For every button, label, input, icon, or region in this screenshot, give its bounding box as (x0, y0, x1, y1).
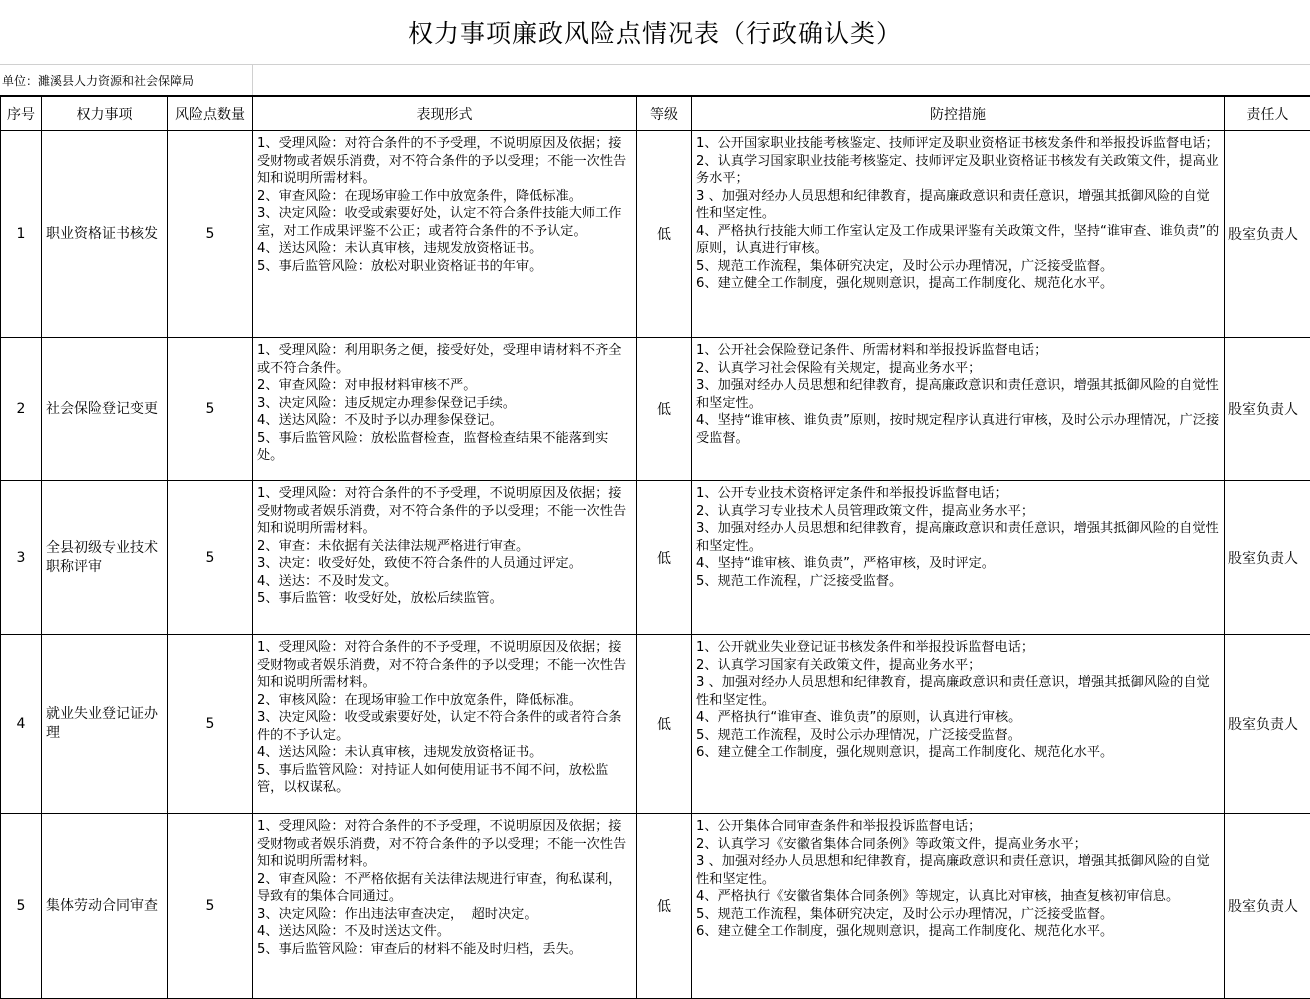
row-item: 集体劳动合同审查 (42, 814, 168, 999)
row-form: 1、受理风险：对符合条件的不予受理，不说明原因及依据；接受财物或者娱乐消费，对不符合条件的予以受理；不能一次性告知和说明所需材料。 2、审查：未依据有关法律法规严格进行审查。 3、决定：收受好处，致使不符合条件的人员通过评定。 4、送达：不及时发文。 5、事后监管：收受好处，放松后续监管。 (253, 481, 637, 635)
row-seq: 3 (1, 481, 42, 635)
table-row (1, 635, 1310, 814)
row-count: 5 (168, 635, 253, 814)
row-owner: 股室负责人 (1225, 338, 1310, 481)
row-level: 低 (637, 131, 692, 338)
row-owner: 股室负责人 (1225, 635, 1310, 814)
header-form: 表现形式 (253, 97, 637, 131)
row-owner: 股室负责人 (1225, 131, 1310, 338)
row-measures: 1、公开国家职业技能考核鉴定、技师评定及职业资格证书核发条件和举报投诉监督电话； 2、认真学习国家职业技能考核鉴定、技师评定及职业资格证书核发有关政策文件，提高业务水平； 3 、加强对经办人员思想和纪律教育，提高廉政意识和责任意识，增强其抵御风险的自觉性和坚定性。 4、严格执行技能大师工作室认定及工作成果评鉴有关政策文件，坚持“谁审查、谁负责”的原则，认真进行审核。 5、规范工作流程，集体研究决定，及时公示办理情况，广泛接受监督。 6、建立健全工作制度，强化规则意识，提高工作制度化、规范化水平。 (692, 131, 1225, 338)
row-count: 5 (168, 131, 253, 338)
header-row (1, 97, 1310, 131)
row-level: 低 (637, 481, 692, 635)
row-count: 5 (168, 481, 253, 635)
header-seq: 序号 (1, 97, 42, 131)
row-owner: 股室负责人 (1225, 481, 1310, 635)
row-measures: 1、公开集体合同审查条件和举报投诉监督电话； 2、认真学习《安徽省集体合同条例》等政策文件，提高业务水平； 3 、加强对经办人员思想和纪律教育，提高廉政意识和责任意识，增强其抵御风险的自觉性和坚定性。 4、严格执行《安徽省集体合同条例》等规定，认真比对审核，抽查复核初审信息。 5、规范工作流程，集体研究决定，及时公示办理情况，广泛接受监督。 6、建立健全工作制度，强化规则意识，提高工作制度化、规范化水平。 (692, 814, 1225, 999)
row-level: 低 (637, 635, 692, 814)
row-measures: 1、公开就业失业登记证书核发条件和举报投诉监督电话； 2、认真学习国家有关政策文件，提高业务水平； 3 、加强对经办人员思想和纪律教育，提高廉政意识和责任意识，增强其抵御风险的自觉性和坚定性。 4、严格执行“谁审查、谁负责”的原则，认真进行审核。 5、规范工作流程，及时公示办理情况，广泛接受监督。 6、建立健全工作制度，强化规则意识，提高工作制度化、规范化水平。 (692, 635, 1225, 814)
unit-row (0, 64, 1310, 96)
header-level: 等级 (637, 97, 692, 131)
row-form: 1、受理风险：对符合条件的不予受理，不说明原因及依据；接受财物或者娱乐消费，对不符合条件的予以受理；不能一次性告知和说明所需材料。 2、审核风险：在现场审验工作中放宽条件，降低标准。 3、决定风险：收受或索要好处，认定不符合条件的或者符合条件的不予认定。 4、送达风险：未认真审核，违规发放资格证书。 5、事后监管风险：对持证人如何使用证书不闻不问，放松监管，以权谋私。 (253, 635, 637, 814)
row-level: 低 (637, 814, 692, 999)
header-measures: 防控措施 (692, 97, 1225, 131)
row-count: 5 (168, 814, 253, 999)
row-count: 5 (168, 338, 253, 481)
header-count: 风险点数量 (168, 97, 253, 131)
row-seq: 5 (1, 814, 42, 999)
row-form: 1、受理风险：利用职务之便，接受好处，受理申请材料不齐全或不符合条件。 2、审查风险：对申报材料审核不严。 3、决定风险：违反规定办理参保登记手续。 4、送达风险：不及时予以办理参保登记。 5、事后监管风险：放松监督检查，监督检查结果不能落到实处。 (253, 338, 637, 481)
row-measures: 1、公开社会保险登记条件、所需材料和举报投诉监督电话； 2、认真学习社会保险有关规定，提高业务水平； 3、加强对经办人员思想和纪律教育，提高廉政意识和责任意识，增强其抵御风险的自觉性和坚定性。 4、坚持“谁审核、谁负责”原则，按时规定程序认真进行审核，及时公示办理情况，广泛接受监督。 (692, 338, 1225, 481)
unit-label: 单位：濉溪县人力资源和社会保障局 (2, 72, 194, 89)
cell-divider (252, 64, 253, 95)
table-row (1, 481, 1310, 635)
table-row (1, 131, 1310, 338)
risk-table (0, 96, 1310, 999)
row-item: 社会保险登记变更 (42, 338, 168, 481)
row-owner: 股室负责人 (1225, 814, 1310, 999)
row-item: 就业失业登记证办理 (42, 635, 168, 814)
row-form: 1、受理风险：对符合条件的不予受理，不说明原因及依据；接受财物或者娱乐消费，对不符合条件的予以受理；不能一次性告知和说明所需材料。 2、审查风险：不严格依据有关法律法规进行审查，徇私谋利，导致有的集体合同通过。 3、决定风险：作出违法审查决定， 超时决定。 4、送达风险：不及时送达文件。 5、事后监管风险：审查后的材料不能及时归档，丢失。 (253, 814, 637, 999)
row-form: 1、受理风险：对符合条件的不予受理，不说明原因及依据；接受财物或者娱乐消费，对不符合条件的予以受理；不能一次性告知和说明所需材料。 2、审查风险：在现场审验工作中放宽条件，降低标准。 3、决定风险：收受或索要好处，认定不符合条件技能大师工作室，对工作成果评鉴不公正；或者符合条件的不予认定。 4、送达风险：未认真审核，违规发放资格证书。 5、事后监管风险：放松对职业资格证书的年审。 (253, 131, 637, 338)
table-row (1, 814, 1310, 999)
row-seq: 1 (1, 131, 42, 338)
page-title: 权力事项廉政风险点情况表（行政确认类） (0, 0, 1310, 65)
table-row (1, 338, 1310, 481)
row-level: 低 (637, 338, 692, 481)
row-seq: 4 (1, 635, 42, 814)
row-seq: 2 (1, 338, 42, 481)
header-item: 权力事项 (42, 97, 168, 131)
header-owner: 责任人 (1225, 97, 1310, 131)
row-measures: 1、公开专业技术资格评定条件和举报投诉监督电话； 2、认真学习专业技术人员管理政策文件，提高业务水平； 3、加强对经办人员思想和纪律教育，提高廉政意识和责任意识，增强其抵御风险的自觉性和坚定性。 4、坚持“谁审核、谁负责”，严格审核，及时评定。 5、规范工作流程，广泛接受监督。 (692, 481, 1225, 635)
row-item: 全县初级专业技术职称评审 (42, 481, 168, 635)
row-item: 职业资格证书核发 (42, 131, 168, 338)
